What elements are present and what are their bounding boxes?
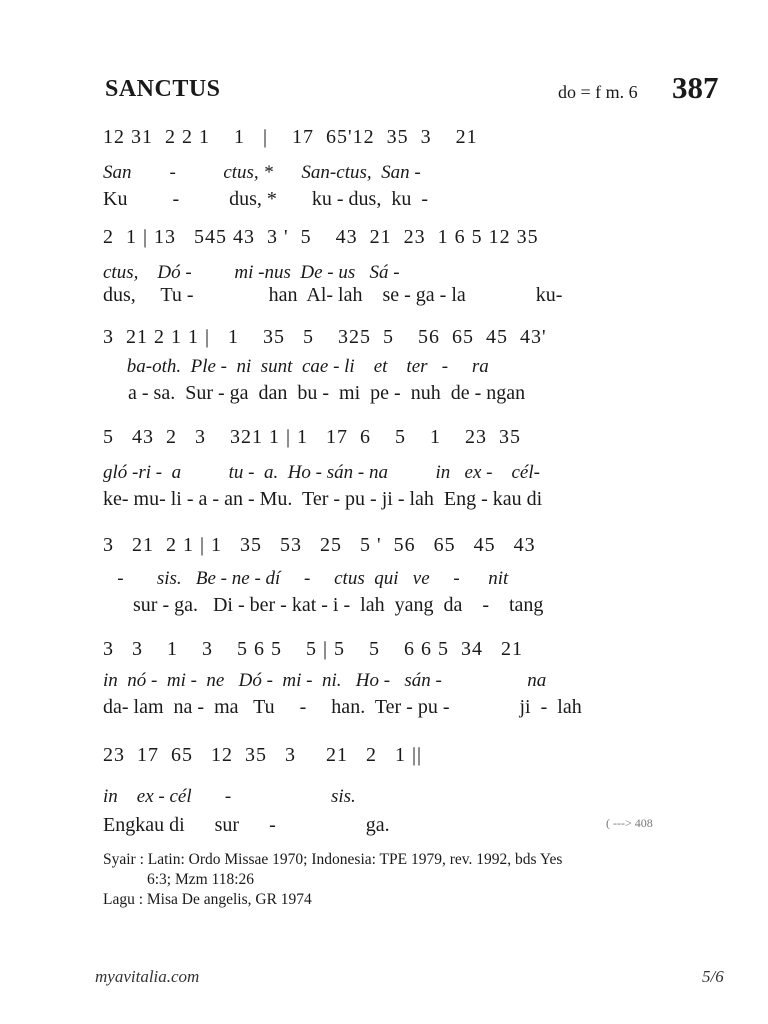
syair-credit-line1: Syair : Latin: Ordo Missae 1970; Indonesia: TPE 1979, rev. 1992, bds Yes	[103, 851, 563, 868]
indonesian-lyrics: Ku - dus, * ku - dus, ku -	[103, 188, 428, 210]
notation-line: 23 17 65 12 35 3 21 2 1 ||	[103, 744, 423, 766]
page-number: 5/6	[702, 967, 724, 986]
indonesian-lyrics: Engkau di sur - ga.	[103, 814, 390, 836]
site-watermark: myavitalia.com	[95, 967, 200, 986]
music-system-5	[0, 534, 768, 634]
music-system-7	[0, 744, 768, 844]
indonesian-lyrics: ke- mu- li - a - an - Mu. Ter - pu - ji - lah Eng - kau di	[103, 488, 543, 510]
cross-reference: ( ---> 408	[606, 816, 653, 830]
indonesian-lyrics: da- lam na - ma Tu - han. Ter - pu - ji - lah	[103, 696, 582, 718]
notation-line: 12 31 2 2 1 1 | 17 65'12 35 3 21	[103, 126, 478, 148]
music-system-6	[0, 638, 768, 738]
notation-line: 3 21 2 1 1 | 1 35 5 325 5 56 65 45 43'	[103, 326, 547, 348]
music-system-4	[0, 426, 768, 526]
indonesian-lyrics: sur - ga. Di - ber - kat - i - lah yang da - tang	[103, 594, 544, 616]
key-signature: do = f m. 6	[558, 82, 638, 102]
latin-lyrics: gló -ri - a tu - a. Ho - sán - na in ex - cél-	[103, 462, 540, 483]
music-system-1	[0, 126, 768, 226]
latin-lyrics: San - ctus, * San-ctus, San -	[103, 162, 421, 183]
song-number: 387	[672, 70, 719, 105]
latin-lyrics: ctus, Dó - mi -nus De - us Sá -	[103, 262, 400, 283]
latin-lyrics: - sis. Be - ne - dí - ctus qui ve - nit	[103, 568, 509, 589]
latin-lyrics: ba-oth. Ple - ni sunt cae - li et ter - ra	[103, 356, 489, 377]
notation-line: 5 43 2 3 321 1 | 1 17 6 5 1 23 35	[103, 426, 522, 448]
notation-line: 3 21 2 1 | 1 35 53 25 5 ' 56 65 45 43	[103, 534, 536, 556]
notation-line: 2 1 | 13 545 43 3 ' 5 43 21 23 1 6 5 12 35	[103, 226, 539, 248]
song-title: SANCTUS	[105, 76, 221, 102]
latin-lyrics: in nó - mi - ne Dó - mi - ni. Ho - sán - na	[103, 670, 547, 691]
syair-credit-line2: 6:3; Mzm 118:26	[147, 871, 255, 888]
notation-line: 3 3 1 3 5 6 5 5 | 5 5 6 6 5 34 21	[103, 638, 524, 660]
indonesian-lyrics: dus, Tu - han Al- lah se - ga - la ku-	[103, 284, 563, 306]
music-system-2	[0, 226, 768, 326]
latin-lyrics: in ex - cél - sis.	[103, 786, 356, 807]
indonesian-lyrics: a - sa. Sur - ga dan bu - mi pe - nuh de - ngan	[103, 382, 526, 404]
music-system-3	[0, 326, 768, 426]
lagu-credit: Lagu : Misa De angelis, GR 1974	[103, 891, 312, 908]
footer-credits	[103, 850, 562, 910]
